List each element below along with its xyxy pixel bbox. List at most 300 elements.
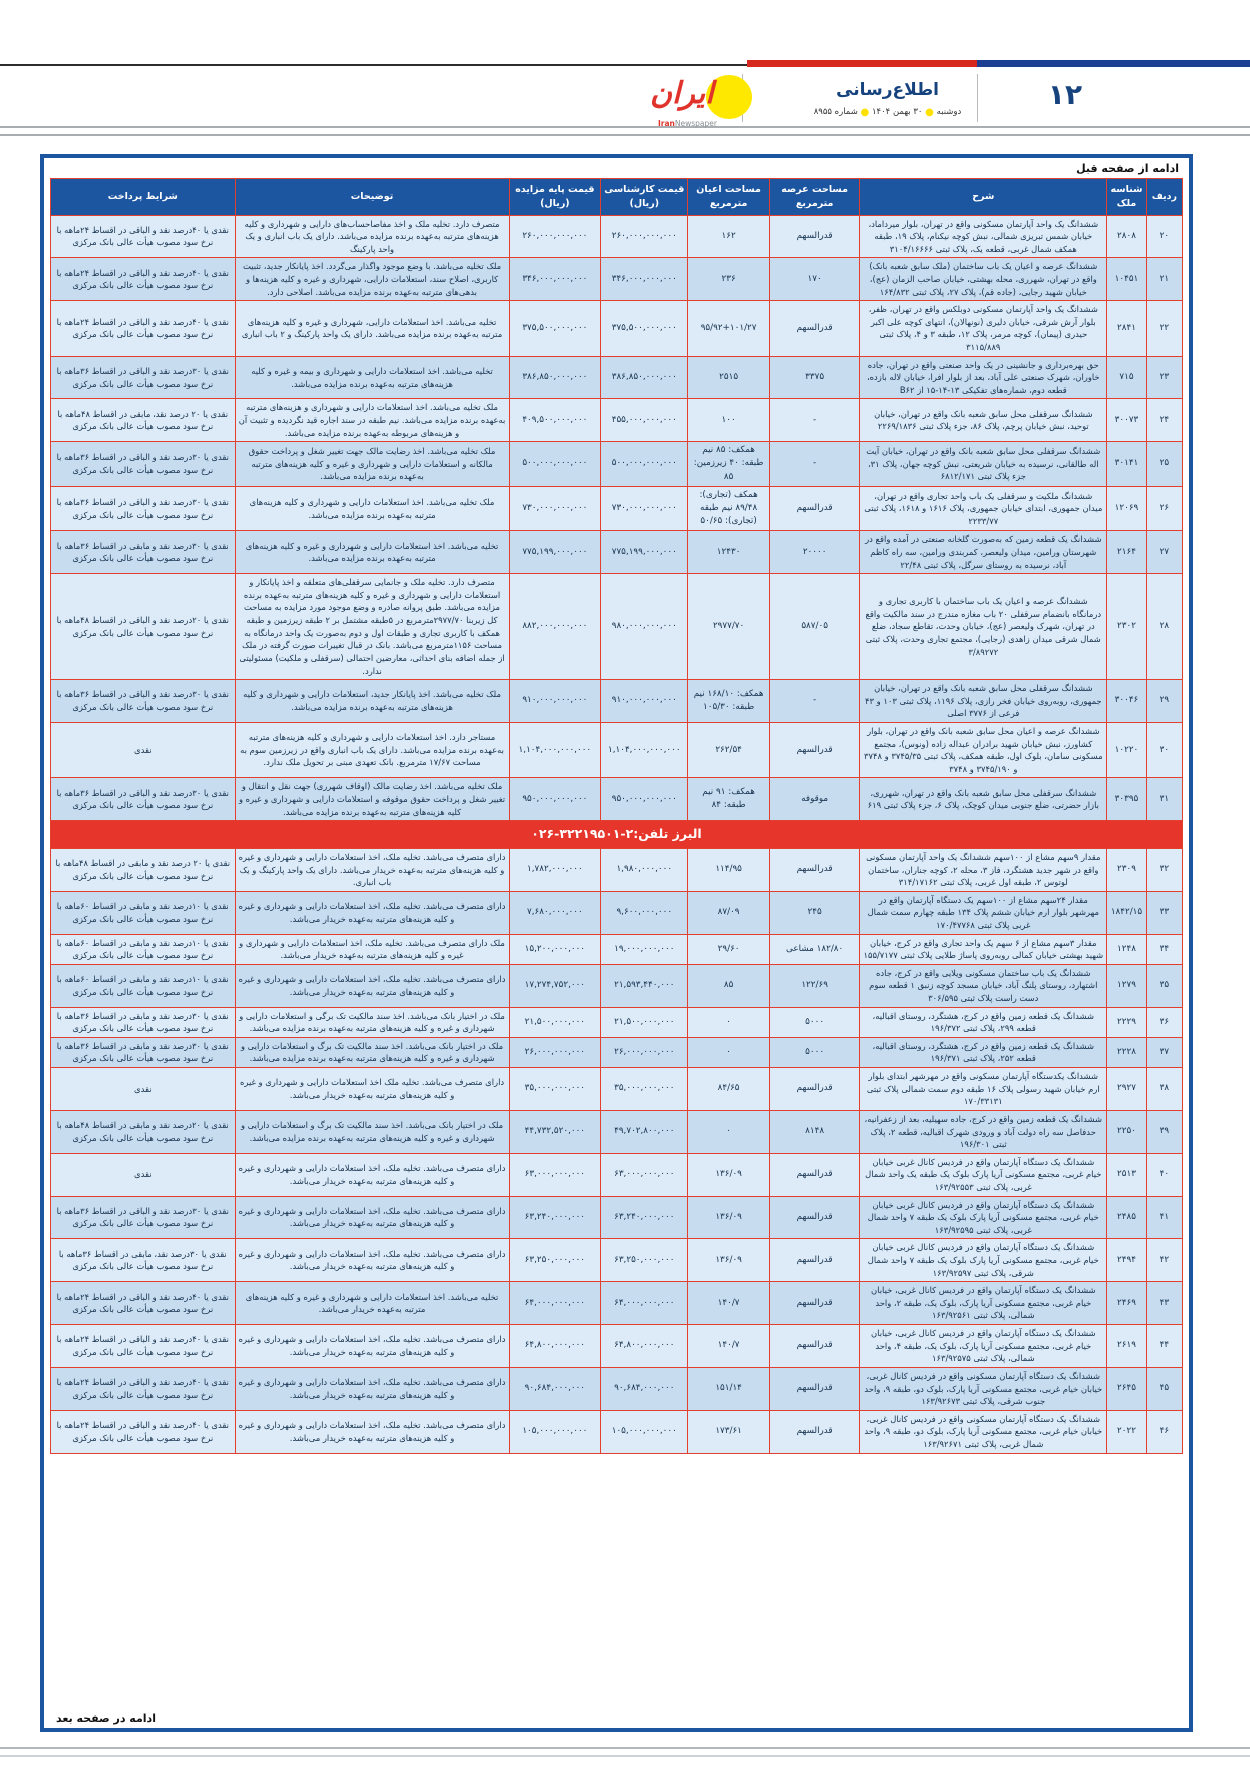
cell-building-area: ۲۵۱۵: [688, 356, 770, 399]
cell-property-id: ۳۰۳۹۵: [1107, 778, 1147, 821]
cell-land-area: قدرالسهم: [769, 1153, 860, 1196]
cell-building-area: ۱۳۶/۰۹: [688, 1196, 770, 1239]
cell-appraisal-price: ۹۱۰,۰۰۰,۰۰۰,۰۰۰: [601, 680, 688, 723]
cell-row-number: ۳۹: [1146, 1110, 1182, 1153]
date-weekday: دوشنبه: [936, 107, 962, 117]
table-row: [51, 215, 1183, 258]
cell-land-area: قدرالسهم: [769, 848, 860, 891]
cell-row-number: ۳۰: [1146, 722, 1182, 777]
banner-label: البرز تلفن:: [633, 826, 702, 842]
cell-row-number: ۴۲: [1146, 1239, 1182, 1282]
header-notes: توضیحات: [235, 179, 509, 216]
cell-payment-terms: نقدی یا ۳۰درصد نقد و الباقی در اقساط ۳۶ماهه با نرخ سود مصوب هیأت عالی بانک مرکزی: [51, 442, 236, 487]
cell-row-number: ۳۱: [1146, 778, 1182, 821]
cell-appraisal-price: ۳۴۶,۰۰۰,۰۰۰,۰۰۰: [601, 258, 688, 301]
cell-property-id: ۳۰۰۴۶: [1107, 680, 1147, 723]
cell-description: ششدانگ سرقفلی محل سابق شعبه بانک واقع در تهران، خیابان جمهوری، روبه‌روی خیابان فخر رازی، پلاک ۱۱۹۶، پلاک ثبتی ۱۰۳ و ۴۳ فرعی از ۳۷۷۶ اصلی: [860, 680, 1107, 723]
header-land-area: مساحت عرصه مترمربع: [769, 179, 860, 216]
cell-building-area: ۱۷۳/۶۱: [688, 1410, 770, 1453]
cell-land-area: ۱۲۲/۶۹: [769, 964, 860, 1007]
cell-base-price: ۲۶۰,۰۰۰,۰۰۰,۰۰۰: [509, 215, 601, 258]
cell-row-number: ۳۷: [1146, 1037, 1182, 1067]
cell-row-number: ۳۲: [1146, 848, 1182, 891]
table-row: [51, 356, 1183, 399]
cell-land-area: قدرالسهم: [769, 1196, 860, 1239]
section-title: اطلاع‌رسانی: [836, 80, 939, 100]
cell-notes: ملک در اختیار بانک می‌باشد. اخذ سند مالکیت تک برگ و استعلامات دارایی و شهرداری و غیره و کلیه هزینه‌های مترتبه به‌عهده برنده مزایده می‌باشد.: [235, 1110, 509, 1153]
table-row: [51, 1068, 1183, 1111]
cell-appraisal-price: ۷۷۵,۱۹۹,۰۰۰,۰۰۰: [601, 531, 688, 574]
cell-notes: تخلیه می‌باشد. اخذ استعلامات دارایی و شهرداری و غیره و کلیه هزینه‌های مترتبه به‌عهده برنده مزایده می‌باشد.: [235, 531, 509, 574]
cell-row-number: ۲۰: [1146, 215, 1182, 258]
cell-notes: دارای متصرف می‌باشد. تخلیه ملک اخذ استعلامات دارایی و شهرداری و غیره و کلیه هزینه‌های مترتبه به‌عهده خریدار می‌باشد.: [235, 1068, 509, 1111]
cell-appraisal-price: ۹۸۰,۰۰۰,۰۰۰,۰۰۰: [601, 574, 688, 680]
cell-base-price: ۱,۱۰۴,۰۰۰,۰۰۰,۰۰۰: [509, 722, 601, 777]
table-row: [51, 1367, 1183, 1410]
cell-base-price: ۳۷۵,۵۰۰,۰۰۰,۰۰۰: [509, 301, 601, 356]
cell-land-area: ۵۸۷/۰۵: [769, 574, 860, 680]
cell-building-area: ۲۶۲/۵۴: [688, 722, 770, 777]
auction-table-container: [40, 154, 1193, 1732]
table-row: [51, 964, 1183, 1007]
cell-land-area: موقوفه: [769, 778, 860, 821]
cell-land-area: -: [769, 442, 860, 487]
cell-land-area: ۲۰۰۰۰: [769, 531, 860, 574]
cell-base-price: ۷,۶۸۰,۰۰۰,۰۰۰: [509, 891, 601, 934]
cell-property-id: ۱۲۷۹: [1107, 964, 1147, 1007]
cell-payment-terms: نقدی: [51, 722, 236, 777]
cell-land-area: قدرالسهم: [769, 215, 860, 258]
table-row: [51, 1110, 1183, 1153]
cell-row-number: ۲۷: [1146, 531, 1182, 574]
cell-property-id: ۲۲۲۸: [1107, 1037, 1147, 1067]
cell-appraisal-price: ۶۴,۸۰۰,۰۰۰,۰۰۰: [601, 1325, 688, 1368]
cell-land-area: ۵۰۰۰: [769, 1007, 860, 1037]
cell-land-area: قدرالسهم: [769, 486, 860, 531]
cell-building-area: ۸۷/۰۹: [688, 891, 770, 934]
cell-payment-terms: نقدی یا ۴۰درصد نقد و الباقی در اقساط ۲۴ماهه با نرخ سود مصوب هیأت عالی بانک مرکزی: [51, 1410, 236, 1453]
cell-row-number: ۳۴: [1146, 934, 1182, 964]
cell-notes: دارای متصرف می‌باشد. تخلیه ملک، اخذ استعلامات دارایی و شهرداری و غیره و کلیه هزینه‌های مترتبه به‌عهده خریدار می‌باشد.: [235, 891, 509, 934]
cell-building-area: ۱۳۶/۰۹: [688, 1239, 770, 1282]
cell-notes: متصرف دارد. تخلیه ملک و اخذ مفاصاحساب‌های دارایی و شهرداری و کلیه هزینه‌های مترتبه به‌عهده برنده مزایده می‌باشد. دارای یک باب انباری و یک واحد پارکینگ: [235, 215, 509, 258]
header-row-number: ردیف: [1146, 179, 1182, 216]
iran-newspaper-logo: [650, 74, 755, 126]
cell-appraisal-price: ۲۱,۵۰۰,۰۰۰,۰۰۰: [601, 1007, 688, 1037]
cell-land-area: ۸۱۴۸: [769, 1110, 860, 1153]
table-row: [51, 1239, 1183, 1282]
logo-latin-wordmark: IranNewspaper: [658, 119, 717, 128]
cell-row-number: ۲۱: [1146, 258, 1182, 301]
cell-base-price: ۳۵,۰۰۰,۰۰۰,۰۰۰: [509, 1068, 601, 1111]
cell-row-number: ۴۰: [1146, 1153, 1182, 1196]
cell-property-id: ۲۸۴۱: [1107, 301, 1147, 356]
cell-base-price: ۶۴,۸۰۰,۰۰۰,۰۰۰: [509, 1325, 601, 1368]
table-row: [51, 442, 1183, 487]
cell-payment-terms: نقدی یا ۳۰درصد نقد و الباقی در اقساط ۳۶ماهه با نرخ سود مصوب هیأت عالی بانک مرکزی: [51, 486, 236, 531]
cell-description: مقدار ۹سهم مشاع از ۱۰۰سهم ششدانگ یک واحد آپارتمان مسکونی واقع در شهر جدید هشتگرد، فاز ۳، محله ۲، کوچه جناران، ساختمان لوتوس ۲، طبقه اول غربی، پلاک ثبتی ۳۱۴/۱۷۱۶۲: [860, 848, 1107, 891]
cell-property-id: ۱۲۰۶۹: [1107, 486, 1147, 531]
cell-payment-terms: نقدی یا ۴۰درصد نقد و الباقی در اقساط ۲۴ماهه با نرخ سود مصوب هیأت عالی بانک مرکزی: [51, 1367, 236, 1410]
top-rule-red-bar: [747, 60, 977, 67]
cell-land-area: قدرالسهم: [769, 722, 860, 777]
cell-land-area: ۳۳۷۵: [769, 356, 860, 399]
cell-row-number: ۳۳: [1146, 891, 1182, 934]
cell-property-id: ۲۳۰۹: [1107, 848, 1147, 891]
cell-building-area: ۸۵: [688, 964, 770, 1007]
header-separator-lines: [0, 126, 1250, 136]
top-rule-navy-bar: [977, 60, 1250, 67]
cell-notes: دارای متصرف می‌باشد. تخلیه ملک، اخذ استعلامات دارایی و شهرداری و غیره و کلیه هزینه‌های مترتبه به‌عهده خریدار می‌باشد.: [235, 964, 509, 1007]
cell-property-id: ۱۲۴۸: [1107, 934, 1147, 964]
cell-base-price: ۱۷,۲۷۴,۷۵۲,۰۰۰: [509, 964, 601, 1007]
cell-base-price: ۲۱,۵۰۰,۰۰۰,۰۰۰: [509, 1007, 601, 1037]
cell-base-price: ۹۰,۶۸۴,۰۰۰,۰۰۰: [509, 1367, 601, 1410]
cell-base-price: ۱۰۵,۰۰۰,۰۰۰,۰۰۰: [509, 1410, 601, 1453]
cell-description: ششدانگ یک دستگاه آپارتمان واقع در فردیس کانال غربی خیابان خیام غربی، مجتمع مسکونی آریا پارک بلوک یک طبقه ۷ واحد شمال غربی، پلاک ثبتی ۱۶۳/۹۲۵۹۵: [860, 1196, 1107, 1239]
cell-base-price: ۳۴۶,۰۰۰,۰۰۰,۰۰۰: [509, 258, 601, 301]
header-property-id: شناسه ملک: [1107, 179, 1147, 216]
cell-payment-terms: نقدی یا ۳۰درصد نقد و الباقی در اقساط ۳۶ماهه با نرخ سود مصوب هیأت عالی بانک مرکزی: [51, 778, 236, 821]
cell-appraisal-price: ۳۵,۰۰۰,۰۰۰,۰۰۰: [601, 1068, 688, 1111]
cell-notes: ملک تخلیه می‌باشد. اخذ رضایت مالک (اوقاف شهرری) جهت نقل و انتقال و تغییر شغل و پرداخت حقوق موقوفه و استعلامات دارایی و شهرداری و غیره و کلیه هزینه‌های مترتبه به‌عهده برنده مزایده می‌باشد.: [235, 778, 509, 821]
cell-appraisal-price: ۶۴,۰۰۰,۰۰۰,۰۰۰: [601, 1282, 688, 1325]
cell-base-price: ۶۴,۰۰۰,۰۰۰,۰۰۰: [509, 1282, 601, 1325]
cell-base-price: ۹۵۰,۰۰۰,۰۰۰,۰۰۰: [509, 778, 601, 821]
cell-land-area: ۱۷۰: [769, 258, 860, 301]
cell-description: ششدانگ یک قطعه زمین که به‌صورت گلخانه صنعتی در آمده واقع در شهرستان ورامین، میدان ولیعصر، کمربندی ورامین، سه راه کاظم آباد، نرسیده به روستای سرگل، پلاک ثبتی ۲۲/۴۸: [860, 531, 1107, 574]
cell-payment-terms: نقدی یا ۳۰درصد نقد و مابقی در اقساط ۳۶ماهه با نرخ سود مصوب هیأت عالی بانک مرکزی: [51, 531, 236, 574]
cell-notes: ملک در اختیار بانک می‌باشد. اخذ سند مالکیت تک برگی و استعلامات دارایی و شهرداری و غیره و کلیه هزینه‌های مترتبه به‌عهده برنده مزایده می‌باشد.: [235, 1007, 509, 1037]
cell-property-id: ۲۴۸۵: [1107, 1196, 1147, 1239]
cell-payment-terms: نقدی یا ۴۰درصد نقد و الباقی در اقساط ۲۴ماهه با نرخ سود مصوب هیأت عالی بانک مرکزی: [51, 1325, 236, 1368]
cell-appraisal-price: ۱۹,۰۰۰,۰۰۰,۰۰۰: [601, 934, 688, 964]
cell-description: ششدانگ عرصه و اعیان یک باب ساختمان با کاربری تجاری و درمانگاه بانضمام سرقفلی ۲۰ باب مغازه مندرج در سند مالکیت واقع در تهران، شهرک ولیعصر (عج)، خیابان وحدت، تقاطع سجاد، ضلع شمال شرقی میدان زاهدی (رجایی)، مجتمع تجاری وحدت، پلاک ثبتی ۳/۸۹۲۷۲: [860, 574, 1107, 680]
cell-land-area: قدرالسهم: [769, 1282, 860, 1325]
cell-appraisal-price: ۲۶,۰۰۰,۰۰۰,۰۰۰: [601, 1037, 688, 1067]
cell-property-id: ۲۸۰۸: [1107, 215, 1147, 258]
cell-notes: متصرف دارد. تخلیه ملک و جانمایی سرقفلی‌های متعلقه و اخذ پایانکار و استعلامات دارایی و شهرداری و غیره و کلیه هزینه‌های مترتبه به‌عهده برنده مزایده می‌باشد. طبق پروانه صادره و وضع موجود مورد مزایده به مساحت کل زیربنا ۲۹۷۷/۷۰مترمربع در ۵طبقه مشتمل بر ۲ طبقه زیرزمین و طبقه همکف با کاربری تجاری و طبقات اول و دوم به‌صورت یک واحد درمانگاه به مساحت ۱۱۵۶مترمربع می‌باشد. بانک در قبال تغییرات صورت گرفته در ملک از جمله اضافه بنای احداثی، معارضین احتمالی (سرقفلی و ملکیت) مسئولیتی ندارد.: [235, 574, 509, 680]
cell-building-area: ۱۳۶/۰۹: [688, 1153, 770, 1196]
cell-property-id: ۱۰۴۵۱: [1107, 258, 1147, 301]
header-appraisal-price: قیمت کارشناسی (ریال): [601, 179, 688, 216]
top-rule-thin: [0, 64, 747, 66]
cell-building-area: ۱۱۴/۹۵: [688, 848, 770, 891]
cell-property-id: ۲۴۶۹: [1107, 1282, 1147, 1325]
cell-appraisal-price: ۲۱,۵۹۳,۴۴۰,۰۰۰: [601, 964, 688, 1007]
cell-base-price: ۶۳,۲۵۰,۰۰۰,۰۰۰: [509, 1239, 601, 1282]
cell-row-number: ۴۴: [1146, 1325, 1182, 1368]
cell-appraisal-price: ۶۳,۲۵۰,۰۰۰,۰۰۰: [601, 1239, 688, 1282]
table-row: [51, 258, 1183, 301]
cell-property-id: ۲۶۴۵: [1107, 1367, 1147, 1410]
cell-payment-terms: نقدی یا ۳۰درصد نقد و الباقی در اقساط ۳۶ماهه با نرخ سود مصوب هیأت عالی بانک مرکزی: [51, 1196, 236, 1239]
cell-land-area: ۵۰۰۰: [769, 1037, 860, 1067]
cell-base-price: ۶۳,۰۰۰,۰۰۰,۰۰۰: [509, 1153, 601, 1196]
cell-property-id: ۲۱۶۴: [1107, 531, 1147, 574]
header-building-area: مساحت اعیان مترمربع: [688, 179, 770, 216]
cell-property-id: ۲۹۲۷: [1107, 1068, 1147, 1111]
alborz-phone-banner-cell: [51, 821, 1183, 849]
cell-property-id: ۱۸۴۲/۱۵: [1107, 891, 1147, 934]
cell-notes: ملک تخلیه می‌باشد. اخذ رضایت مالک جهت تغییر شغل و پرداخت حقوق مالکانه و استعلامات دارایی و شهرداری و غیره و کلیه هزینه‌های مترتبه به‌عهده برنده مزایده می‌باشد.: [235, 442, 509, 487]
cell-building-area: ۱۶۲: [688, 215, 770, 258]
cell-row-number: ۴۳: [1146, 1282, 1182, 1325]
cell-notes: مستاجر دارد. اخذ استعلامات دارایی و شهرداری و کلیه هزینه‌های مترتبه به‌عهده برنده مزایده می‌باشد. دارای یک باب انباری واقع در زیرزمین سوم به مساحت ۱۷/۶۷ مترمربع. بانک تعهدی مبنی بر تحویل ملک ندارد.: [235, 722, 509, 777]
cell-building-area: ۲۳۶: [688, 258, 770, 301]
cell-notes: ملک دارای متصرف می‌باشد. تخلیه ملک، اخذ استعلامات دارایی و شهرداری و غیره و کلیه هزینه‌های مترتبه به‌عهده خریدار می‌باشد.: [235, 934, 509, 964]
page-number: ۱۲: [1047, 78, 1083, 111]
cell-appraisal-price: ۷۳۰,۰۰۰,۰۰۰,۰۰۰: [601, 486, 688, 531]
cell-building-area: همکف: ۸۵ نیم طبقه: ۴۰ زیرزمین: ۸۵: [688, 442, 770, 487]
cell-description: ششدانگ ملکیت و سرقفلی یک باب واحد تجاری واقع در تهران، میدان جمهوری، ابتدای خیابان جمهوری، پلاک ۱۶۱۶ و ۱۶۱۸، پلاک ثبتی ۲۲۳۳/۷۷: [860, 486, 1107, 531]
cell-building-area: ۱۲۴۳۰: [688, 531, 770, 574]
cell-notes: تخلیه می‌باشد. اخذ استعلامات دارایی و شهرداری و بیمه و غیره و کلیه هزینه‌های مترتبه به‌عهده برنده مزایده می‌باشد.: [235, 356, 509, 399]
table-row: [51, 1410, 1183, 1453]
cell-row-number: ۴۶: [1146, 1410, 1182, 1453]
cell-property-id: ۲۳۰۲: [1107, 574, 1147, 680]
cell-building-area: همکف: ۹۱ نیم طبقه: ۸۴: [688, 778, 770, 821]
cell-description: ششدانگ سرقفلی محل سابق شعبه بانک واقع در تهران، شهرری، بازار حضرتی، ضلع جنوبی میدان کوچک، پلاک ۶، جزء پلاک ثبتی ۶۱۹: [860, 778, 1107, 821]
cell-description: ششدانگ یکدستگاه آپارتمان مسکونی واقع در مهرشهر ابتدای بلوار ارم خیابان شهید رسولی پلاک ۱۶ طبقه دوم سمت شمالی پلاک ثبتی ۱۷۰/۳۳۱۳۱: [860, 1068, 1107, 1111]
table-row: [51, 680, 1183, 723]
date-line: [800, 107, 975, 118]
cell-payment-terms: نقدی یا ۲۰درصد نقد و مابقی در اقساط ۴۸ماهه با نرخ سود مصوب هیأت عالی بانک مرکزی: [51, 1110, 236, 1153]
cell-base-price: ۸۸۲,۰۰۰,۰۰۰,۰۰۰: [509, 574, 601, 680]
continued-next-label: ادامه در صفحه بعد: [56, 1712, 156, 1725]
cell-land-area: قدرالسهم: [769, 1325, 860, 1368]
cell-appraisal-price: ۲۶۰,۰۰۰,۰۰۰,۰۰۰: [601, 215, 688, 258]
cell-land-area: ۲۴۵: [769, 891, 860, 934]
cell-description: ششدانگ یک واحد آپارتمان مسکونی واقع در تهران، بلوار میرداماد، خیابان شمس تبریزی شمالی، نبش کوچه نیکنام، پلاک ۱۹، طبقه همکف شمال غربی، قطعه یک، پلاک ثبتی ۳۱۰۴/۱۶۶۶۶: [860, 215, 1107, 258]
cell-payment-terms: نقدی: [51, 1153, 236, 1196]
table-row: [51, 778, 1183, 821]
footer-separator-lines: [0, 1747, 1250, 1757]
cell-building-area: ۱۴۰/۷: [688, 1282, 770, 1325]
cell-appraisal-price: ۶۳,۰۰۰,۰۰۰,۰۰۰: [601, 1153, 688, 1196]
cell-building-area: ۱۴۰/۷: [688, 1325, 770, 1368]
cell-property-id: ۳۰۱۴۱: [1107, 442, 1147, 487]
cell-property-id: ۷۱۵: [1107, 356, 1147, 399]
cell-notes: تخلیه می‌باشد. اخذ استعلامات دارایی، شهرداری و غیره و کلیه هزینه‌های مترتبه به‌عهده برنده مزایده می‌باشد. دارای یک واحد پارکینگ و ۲ باب انباری: [235, 301, 509, 356]
cell-payment-terms: نقدی یا ۴۰درصد نقد و الباقی در اقساط ۲۴ماهه با نرخ سود مصوب هیأت عالی بانک مرکزی: [51, 1282, 236, 1325]
cell-row-number: ۲۳: [1146, 356, 1182, 399]
cell-building-area: ۸۴/۶۵: [688, 1068, 770, 1111]
cell-base-price: ۴۰۹,۵۰۰,۰۰۰,۰۰۰: [509, 399, 601, 442]
cell-building-area: همکف: ۱۶۸/۱۰ نیم طبقه: ۱۰۵/۳۰: [688, 680, 770, 723]
cell-base-price: ۶۳,۲۴۰,۰۰۰,۰۰۰: [509, 1196, 601, 1239]
cell-description: ششدانگ یک قطعه زمین واقع در کرج، هشتگرد، روستای اقبالیه، قطعه ۲۹۹، پلاک ثبتی ۱۹۶/۳۷۲: [860, 1007, 1107, 1037]
cell-row-number: ۲۲: [1146, 301, 1182, 356]
cell-land-area: قدرالسهم: [769, 1410, 860, 1453]
cell-appraisal-price: ۶۳,۲۴۰,۰۰۰,۰۰۰: [601, 1196, 688, 1239]
cell-land-area: -: [769, 680, 860, 723]
header-base-price: قیمت پایه مزایده (ریال): [509, 179, 601, 216]
cell-land-area: -: [769, 399, 860, 442]
header-payment-terms: شرایط پرداخت: [51, 179, 236, 216]
cell-notes: ملک در اختیار بانک می‌باشد. اخذ سند مالکیت تک برگ و استعلامات دارایی و شهرداری و غیره و کلیه هزینه‌های مترتبه به‌عهده برنده مزایده می‌باشد.: [235, 1037, 509, 1067]
table-row: [51, 848, 1183, 891]
cell-property-id: ۲۴۹۴: [1107, 1239, 1147, 1282]
cell-building-area: ۹۵/۹۲+۱۰۱/۲۷: [688, 301, 770, 356]
cell-description: ششدانگ یک دستگاه آپارتمان واقع در فردیس کانال غربی خیابان خیام غربی، مجتمع مسکونی آریا پارک بلوک یک طبقه ۷ واحد شمال شرقی، پلاک ثبتی ۱۶۳/۹۲۵۹۷: [860, 1239, 1107, 1282]
cell-notes: دارای متصرف می‌باشد. تخلیه ملک، اخذ استعلامات دارایی و شهرداری و غیره و کلیه هزینه‌های مترتبه به‌عهده خریدار می‌باشد.: [235, 1239, 509, 1282]
cell-property-id: ۱۰۲۲۰: [1107, 722, 1147, 777]
cell-payment-terms: نقدی یا ۳۰درصد نقد و مابقی در اقساط ۳۶ماهه با نرخ سود مصوب هیأت عالی بانک مرکزی: [51, 1007, 236, 1037]
table-row: [51, 1153, 1183, 1196]
cell-description: ششدانگ یک واحد آپارتمان مسکونی دوبلکس واقع در تهران، ظفر، بلوار آرش شرقی، خیابان دلیری (نونهالان)، انتهای کوچه علی اکبر حیدری (پیمان)، کوچه مرمر، پلاک ۱۲، طبقه ۳ و ۴، پلاک ثبتی ۳۱۱۵/۸۸۹: [860, 301, 1107, 356]
cell-notes: دارای متصرف می‌باشد. تخلیه ملک، اخذ استعلامات دارایی و شهرداری و غیره و کلیه هزینه‌های مترتبه به‌عهده خریدار می‌باشد.: [235, 1196, 509, 1239]
date-text: ۳۰ بهمن ۱۴۰۴: [871, 107, 923, 117]
cell-description: حق بهره‌برداری و جانشینی در یک واحد صنعتی واقع در تهران، جاده خاوران، شهرک صنعتی علی آباد، بعد از بلوار افرا، خیابان لاله بازده، قطعه دوم، شماره‌های تفکیکی ۱۳-۱۴-۱۵ از B۶۲: [860, 356, 1107, 399]
cell-description: ششدانگ یک باب ساختمان مسکونی ویلایی واقع در کرج، جاده اشتهارد، روستای پلنگ آباد، خیابان مسجد کوچه زنبق ۱ قطعه سوم دست راست پلاک ثبتی ۳۰۶/۵۹۵: [860, 964, 1107, 1007]
cell-land-area: قدرالسهم: [769, 1239, 860, 1282]
cell-description: ششدانگ سرقفلی محل سابق شعبه بانک واقع در تهران، خیابان آیت اله طالقانی، نرسیده به خیابان شریعتی، نبش کوچه جهان، پلاک ۳۱، جزء پلاک ثبتی ۶۸۱۲/۱۷۱: [860, 442, 1107, 487]
cell-row-number: ۳۶: [1146, 1007, 1182, 1037]
cell-notes: ملک تخلیه می‌باشد. اخذ استعلامات دارایی و شهرداری و هزینه‌های مترتبه به‌عهده برنده مزایده می‌باشد. نیم طبقه در سند اجاره قید نگردیده و تثبیت آن و هزینه‌های مربوطه به‌عهده برنده مزایده می‌باشد.: [235, 399, 509, 442]
cell-land-area: ۱۸۲/۸۰ مشاعی: [769, 934, 860, 964]
cell-notes: ملک تخلیه می‌باشد. با وضع موجود واگذار می‌گردد. اخذ پایانکار جدید، تثبیت کاربری، اصلاح سند، استعلامات دارایی، شهرداری و غیره و کلیه هزینه‌ها و بدهی‌های مترتبه به‌عهده برنده مزایده می‌باشد. اصلاحی دارد.: [235, 258, 509, 301]
logo-farsi-wordmark: ایران: [650, 76, 714, 111]
cell-row-number: ۳۸: [1146, 1068, 1182, 1111]
auction-table-body: [51, 215, 1183, 1453]
cell-row-number: ۲۹: [1146, 680, 1182, 723]
cell-building-area: ۰: [688, 1110, 770, 1153]
cell-notes: ملک تخلیه می‌باشد. اخذ پایانکار جدید، استعلامات دارایی و شهرداری و کلیه هزینه‌های مترتبه به‌عهده برنده مزایده می‌باشد.: [235, 680, 509, 723]
masthead-divider: [977, 74, 978, 122]
cell-land-area: قدرالسهم: [769, 1068, 860, 1111]
cell-payment-terms: نقدی یا ۳۰درصد نقد و الباقی در اقساط ۳۶ماهه با نرخ سود مصوب هیأت عالی بانک مرکزی: [51, 680, 236, 723]
cell-land-area: قدرالسهم: [769, 301, 860, 356]
banner-phone-number: ۰۲۶-۳۲۲۱۹۵۰۱-۲: [531, 826, 634, 842]
cell-payment-terms: نقدی یا ۲۰ درصد نقد و مابقی در اقساط ۴۸ماهه با نرخ سود مصوب هیأت عالی بانک مرکزی: [51, 848, 236, 891]
cell-row-number: ۴۱: [1146, 1196, 1182, 1239]
table-row: [51, 531, 1183, 574]
cell-row-number: ۲۸: [1146, 574, 1182, 680]
table-row: [51, 301, 1183, 356]
cell-description: ششدانگ یک دستگاه آپارتمان مسکونی واقع در فردیس کانال غربی، خیابان خیام غربی، مجتمع مسکونی آریا پارک، بلوک دو، طبقه ۹، واحد شمال غربی، پلاک ثبتی ۱۶۳/۹۲۶۷۱: [860, 1410, 1107, 1453]
cell-building-area: ۰: [688, 1007, 770, 1037]
cell-appraisal-price: ۹۰,۶۸۴,۰۰۰,۰۰۰: [601, 1367, 688, 1410]
auction-table: [50, 178, 1183, 1454]
cell-payment-terms: نقدی یا ۳۰درصد نقد، مابقی در اقساط ۳۶ماهه با نرخ سود مصوب هیأت عالی بانک مرکزی: [51, 1239, 236, 1282]
cell-notes: ملک تخلیه می‌باشد. اخذ استعلامات دارایی و شهرداری و کلیه هزینه‌های مترتبه به‌عهده برنده مزایده می‌باشد.: [235, 486, 509, 531]
cell-description: ششدانگ عرصه و اعیان محل سابق شعبه بانک واقع در تهران، بلوار کشاورز، نبش خیابان شهید برادران عبداله زاده (ونوس)، مجتمع مسکونی سامان، بلوک اول، طبقه همکف، پلاک ثبتی ۳۷۴۵/۳۵ و ۳۷۴۸ و ۳۷۴۵/۱۹۰ و ۳۷۴۸: [860, 722, 1107, 777]
cell-building-area: ۱۰۰: [688, 399, 770, 442]
cell-description: ششدانگ یک دستگاه آپارتمان واقع در فردیس کانال غربی، خیابان خیام غربی، مجتمع مسکونی آریا پارک، بلوک یک، طبقه ۴، واحد شمالی، پلاک ثبتی ۱۶۳/۹۲۵۷۵: [860, 1325, 1107, 1368]
alborz-phone-banner: [51, 821, 1183, 849]
cell-payment-terms: نقدی یا ۱۰درصد نقد و مابقی در اقساط ۶۰ماهه با نرخ سود مصوب هیأت عالی بانک مرکزی: [51, 964, 236, 1007]
cell-payment-terms: نقدی یا ۱۰درصد نقد و مابقی در اقساط ۶۰ماهه با نرخ سود مصوب هیأت عالی بانک مرکزی: [51, 934, 236, 964]
cell-building-area: ۲۹۷۷/۷۰: [688, 574, 770, 680]
cell-row-number: ۳۵: [1146, 964, 1182, 1007]
cell-building-area: ۰: [688, 1037, 770, 1067]
cell-base-price: ۷۳۰,۰۰۰,۰۰۰,۰۰۰: [509, 486, 601, 531]
cell-payment-terms: نقدی یا ۳۰درصد نقد و مابقی در اقساط ۳۶ماهه با نرخ سود مصوب هیأت عالی بانک مرکزی: [51, 1037, 236, 1067]
cell-description: ششدانگ یک قطعه زمین واقع در کرج، جاده سهیلیه، بعد از زعفرانیه، حدفاصل سه راه دولت آباد و ورودی شهرک اقبالیه، قطعه ۲، پلاک ثبتی ۱۹۶/۳۰۱: [860, 1110, 1107, 1153]
cell-notes: دارای متصرف می‌باشد. تخلیه ملک، اخذ استعلامات دارایی و شهرداری و غیره و کلیه هزینه‌های مترتبه به‌عهده خریدار می‌باشد.: [235, 1367, 509, 1410]
yellow-dot-icon: ●: [925, 107, 934, 118]
cell-payment-terms: نقدی: [51, 1068, 236, 1111]
cell-notes: دارای متصرف می‌باشد. تخلیه ملک، اخذ استعلامات دارایی و شهرداری و غیره و کلیه هزینه‌های مترتبه به‌عهده خریدار می‌باشد.: [235, 1153, 509, 1196]
cell-building-area: همکف (تجاری): ۸۹/۴۸ نیم طبقه (تجاری): ۵۰/۶۵: [688, 486, 770, 531]
cell-notes: تخلیه می‌باشد. اخذ استعلامات دارایی و شهرداری و غیره و کلیه هزینه‌های مترتبه به‌عهده خریدار می‌باشد.: [235, 1282, 509, 1325]
cell-base-price: ۷۷۵,۱۹۹,۰۰۰,۰۰۰: [509, 531, 601, 574]
cell-appraisal-price: ۴۵۵,۰۰۰,۰۰۰,۰۰۰: [601, 399, 688, 442]
cell-building-area: ۱۵۱/۱۴: [688, 1367, 770, 1410]
cell-property-id: ۲۰۲۲: [1107, 1410, 1147, 1453]
cell-payment-terms: نقدی یا ۴۰درصد نقد و الباقی در اقساط ۲۴ماهه با نرخ سود مصوب هیأت عالی بانک مرکزی: [51, 215, 236, 258]
cell-building-area: ۲۹/۶۰: [688, 934, 770, 964]
table-row: [51, 1282, 1183, 1325]
cell-description: ششدانگ یک دستگاه آپارتمان واقع در فردیس کانال غربی، خیابان خیام غربی، مجتمع مسکونی آریا پارک، بلوک یک، طبقه ۲، واحد شمالی، پلاک ثبتی ۱۶۳/۹۲۵۶۱: [860, 1282, 1107, 1325]
cell-description: ششدانگ یک دستگاه آپارتمان مسکونی واقع در فردیس کانال غربی، خیابان خیام غربی، مجتمع مسکونی آریا پارک، بلوک دو، طبقه ۹، واحد جنوب شرقی، پلاک ثبتی ۱۶۳/۹۲۶۷۳: [860, 1367, 1107, 1410]
cell-notes: دارای متصرف می‌باشد. تخلیه ملک، اخذ استعلامات دارایی و شهرداری و غیره و کلیه هزینه‌های مترتبه به‌عهده خریدار می‌باشد. دارای یک واحد پارکینگ و یک باب انباری.: [235, 848, 509, 891]
table-row: [51, 1037, 1183, 1067]
table-row: [51, 1196, 1183, 1239]
cell-row-number: ۲۴: [1146, 399, 1182, 442]
cell-description: ششدانگ یک دستگاه آپارتمان واقع در فردیس کانال غربی خیابان خیام غربی، مجتمع مسکونی آریا پارک بلوک یک طبقه یک واحد شمال غربی، پلاک ثبتی ۱۶۳/۹۲۵۵۳: [860, 1153, 1107, 1196]
table-header-row: [51, 179, 1183, 216]
cell-description: ششدانگ عرصه و اعیان یک باب ساختمان (ملک سابق شعبه بانک) واقع در تهران، شهرری، محله بهشتی، خیابان صاحب الزمان (عج)، خیابان شهید رجایی، (جاده قم)، پلاک ۲۷، پلاک ثبتی ۱۶۴/۸۳۲: [860, 258, 1107, 301]
cell-description: ششدانگ سرقفلی محل سابق شعبه بانک واقع در تهران، خیابان توحید، نبش خیابان پرچم، پلاک ۸۶، جزء پلاک ثبتی ۲۲۶۹/۱۸۳۶: [860, 399, 1107, 442]
cell-appraisal-price: ۱۰۵,۰۰۰,۰۰۰,۰۰۰: [601, 1410, 688, 1453]
cell-appraisal-price: ۹,۶۰۰,۰۰۰,۰۰۰: [601, 891, 688, 934]
cell-payment-terms: نقدی یا ۴۰درصد نقد و الباقی در اقساط ۲۴ماهه با نرخ سود مصوب هیأت عالی بانک مرکزی: [51, 301, 236, 356]
cell-payment-terms: نقدی یا ۲۰درصد نقد و الباقی در اقساط ۴۸ماهه با نرخ سود مصوب هیأت عالی بانک مرکزی: [51, 574, 236, 680]
header-description: شرح: [860, 179, 1107, 216]
cell-property-id: ۲۲۵۰: [1107, 1110, 1147, 1153]
cell-payment-terms: نقدی یا ۳۰درصد نقد و الباقی در اقساط ۳۶ماهه با نرخ سود مصوب هیأت عالی بانک مرکزی: [51, 356, 236, 399]
cell-payment-terms: نقدی یا ۲۰ درصد نقد، مابقی در اقساط ۴۸ماهه با نرخ سود مصوب هیأت عالی بانک مرکزی: [51, 399, 236, 442]
cell-base-price: ۹۱۰,۰۰۰,۰۰۰,۰۰۰: [509, 680, 601, 723]
table-row: [51, 486, 1183, 531]
cell-appraisal-price: ۵۰۰,۰۰۰,۰۰۰,۰۰۰: [601, 442, 688, 487]
cell-row-number: ۴۵: [1146, 1367, 1182, 1410]
cell-row-number: ۲۶: [1146, 486, 1182, 531]
table-row: [51, 1007, 1183, 1037]
yellow-dot-icon: ●: [860, 107, 870, 118]
cell-base-price: ۴۴,۷۳۲,۵۲۰,۰۰۰: [509, 1110, 601, 1153]
cell-land-area: قدرالسهم: [769, 1367, 860, 1410]
cell-appraisal-price: ۳۷۵,۵۰۰,۰۰۰,۰۰۰: [601, 301, 688, 356]
cell-appraisal-price: ۴۹,۷۰۲,۸۰۰,۰۰۰: [601, 1110, 688, 1153]
cell-base-price: ۵۰۰,۰۰۰,۰۰۰,۰۰۰: [509, 442, 601, 487]
cell-base-price: ۱۵,۲۰۰,۰۰۰,۰۰۰: [509, 934, 601, 964]
table-row: [51, 891, 1183, 934]
table-row: [51, 934, 1183, 964]
cell-appraisal-price: ۹۵۰,۰۰۰,۰۰۰,۰۰۰: [601, 778, 688, 821]
cell-property-id: ۲۵۱۳: [1107, 1153, 1147, 1196]
continued-from-label: ادامه از صفحه قبل: [1076, 162, 1179, 175]
table-row: [51, 722, 1183, 777]
table-row: [51, 399, 1183, 442]
cell-base-price: ۳۸۶,۸۵۰,۰۰۰,۰۰۰: [509, 356, 601, 399]
issue-number: شماره ۸۹۵۵: [813, 107, 858, 117]
cell-appraisal-price: ۱,۹۸۰,۰۰۰,۰۰۰: [601, 848, 688, 891]
table-row: [51, 574, 1183, 680]
cell-property-id: ۲۶۱۹: [1107, 1325, 1147, 1368]
cell-property-id: ۳۰۰۷۳: [1107, 399, 1147, 442]
cell-base-price: ۱,۷۸۲,۰۰۰,۰۰۰: [509, 848, 601, 891]
cell-payment-terms: نقدی یا ۴۰درصد نقد و الباقی در اقساط ۲۴ماهه با نرخ سود مصوب هیأت عالی بانک مرکزی: [51, 258, 236, 301]
cell-row-number: ۲۵: [1146, 442, 1182, 487]
cell-description: مقدار ۲۴سهم مشاع از ۱۰۰سهم یک دستگاه آپارتمان واقع در مهرشهر بلوار ارم خیابان ششم پلاک ۱۳۴ طبقه چهارم سمت شمال غربی پلاک ثبتی ۱۷۰/۴۷۷۶۸: [860, 891, 1107, 934]
cell-notes: دارای متصرف می‌باشد. تخلیه ملک، اخذ استعلامات دارایی و شهرداری و غیره و کلیه هزینه‌های مترتبه به‌عهده خریدار می‌باشد.: [235, 1325, 509, 1368]
cell-payment-terms: نقدی یا ۱۰درصد نقد و مابقی در اقساط ۶۰ماهه با نرخ سود مصوب هیأت عالی بانک مرکزی: [51, 891, 236, 934]
cell-description: ششدانگ یک قطعه زمین واقع در کرج، هشتگرد، روستای اقبالیه، قطعه ۲۵۲، پلاک ثبتی ۱۹۶/۳۷۱: [860, 1037, 1107, 1067]
table-row: [51, 1325, 1183, 1368]
